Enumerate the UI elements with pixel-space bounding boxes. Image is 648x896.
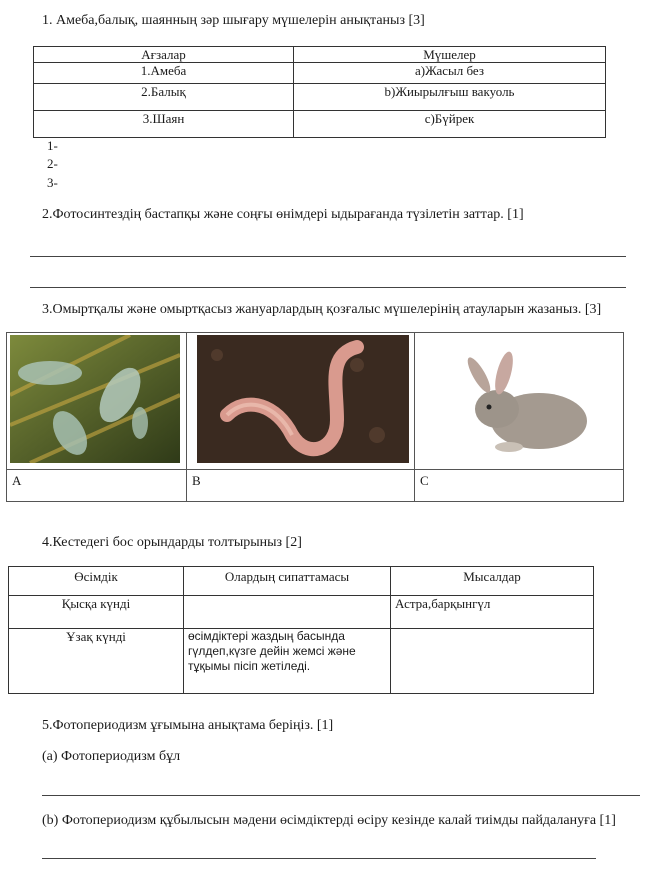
q1-answer-3: 3- — [47, 175, 58, 190]
rabbit-image — [449, 351, 599, 461]
q1-header-organisms: Ағзалар — [34, 47, 294, 63]
animal-images-grid — [6, 332, 624, 502]
q4-cell-blank — [391, 629, 594, 694]
q4-cell: Қысқа күнді — [9, 596, 184, 629]
q1-cell: b)Жиырылғыш вакуоль — [294, 84, 606, 111]
q4-table — [8, 566, 594, 694]
image-label-b: B — [187, 469, 415, 501]
q1-answer-1: 1- — [47, 138, 58, 153]
answer-line — [30, 287, 626, 288]
q1-table — [33, 46, 606, 138]
q2-title: 2.Фотосинтездің бастапқы және соңғы өнімдері ыдырағанда түзілетін заттар. [1] — [42, 207, 524, 222]
q4-header-description: Олардың сипаттамасы — [184, 567, 391, 596]
q5-part-b: (b) Фотопериодизм құбылысын мәдени өсімдіктерді өсіру кезінде калай тиімды пайдалануға [1] — [42, 813, 616, 828]
q1-cell: 2.Балық — [34, 84, 294, 111]
q1-header-organs: Мүшелер — [294, 47, 606, 63]
q3-title: 3.Омыртқалы және омыртқасыз жануарлардың қозғалыс мүшелерінің атауларын жазаныз. [3] — [42, 302, 602, 317]
q1-cell: 3.Шаян — [34, 111, 294, 138]
answer-line — [42, 858, 596, 859]
image-label-a: A — [7, 469, 187, 501]
answer-line — [30, 256, 626, 257]
q4-cell: Астра,барқынгүл — [391, 596, 594, 629]
image-cell-c — [415, 333, 623, 469]
earthworm-image — [197, 335, 409, 463]
q1-cell: с)Бүйрек — [294, 111, 606, 138]
q4-header-plant: Өсімдік — [9, 567, 184, 596]
image-cell-b — [187, 333, 415, 469]
amoeba-image — [10, 335, 180, 463]
q5-part-a: (a) Фотопериодизм бұл — [42, 749, 181, 764]
q4-cell: Ұзақ күнді — [9, 629, 184, 694]
q1-answer-2: 2- — [47, 156, 58, 171]
q1-cell: 1.Амеба — [34, 63, 294, 84]
q1-cell: а)Жасыл без — [294, 63, 606, 84]
q4-cell: өсімдіктері жаздың басында гүлдеп,күзге дейін жемсі және тұқымы пісіп жетіледі. — [184, 629, 391, 694]
image-label-c: C — [415, 469, 623, 501]
q4-cell-blank — [184, 596, 391, 629]
answer-line — [42, 795, 640, 796]
q4-title: 4.Кестедегі бос орындарды толтырыныз [2] — [42, 535, 302, 550]
q5-title: 5.Фотопериодизм ұғымына анықтама беріңіз. [1] — [42, 718, 334, 733]
image-cell-a — [7, 333, 187, 469]
q4-header-examples: Мысалдар — [391, 567, 594, 596]
q1-title: 1. Амеба,балық, шаянның зәр шығару мүшелерін анықтаныз [3] — [42, 13, 425, 28]
